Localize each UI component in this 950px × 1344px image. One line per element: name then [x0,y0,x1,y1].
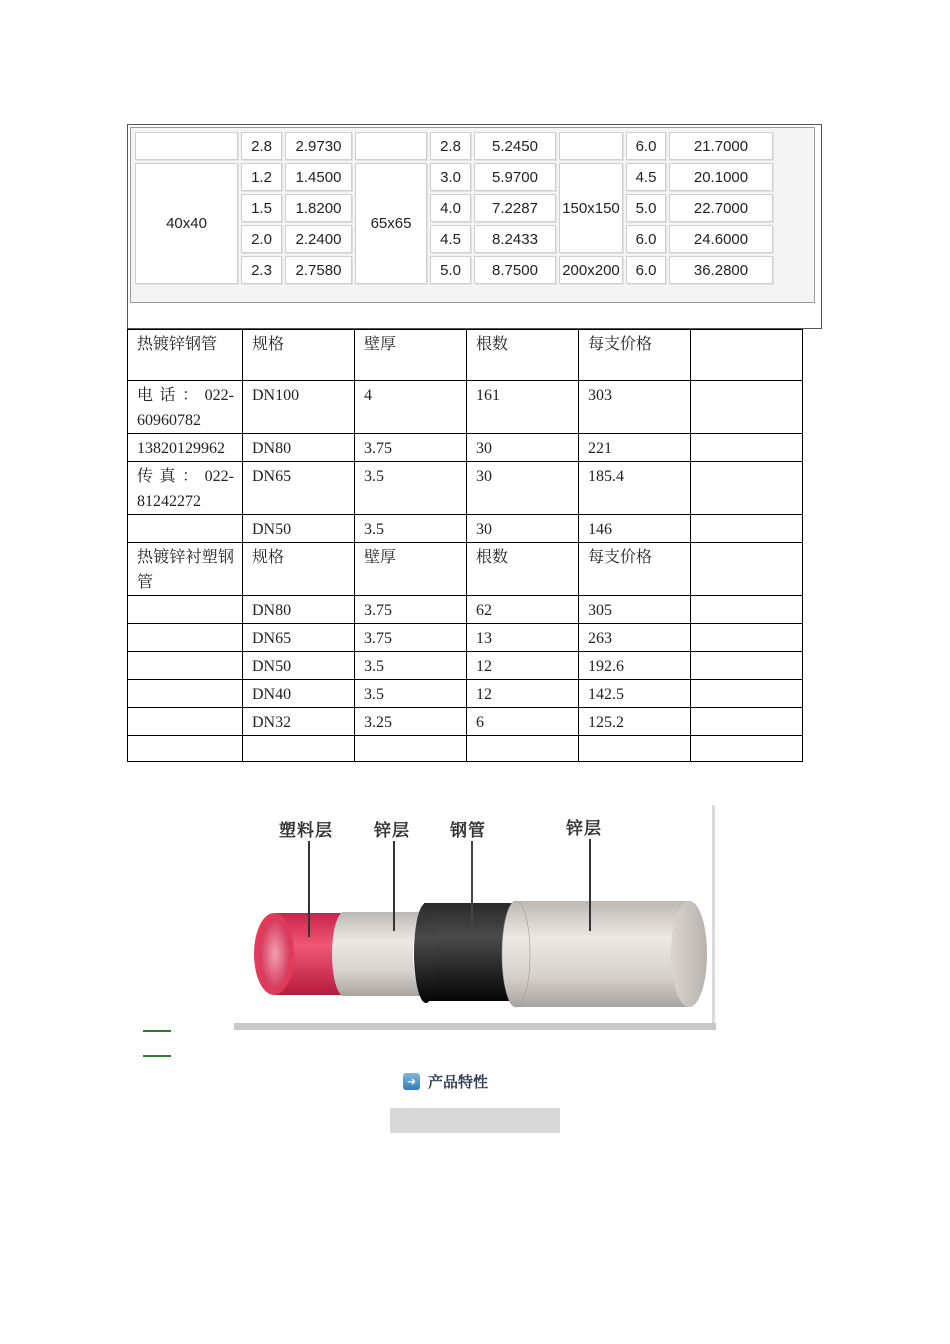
table-cell [128,680,243,708]
green-underline [143,1055,171,1057]
table-row [128,381,803,434]
spec-table-frame [127,124,822,329]
feature-placeholder-bar [390,1108,560,1133]
table-cell: 3.5 [355,680,467,708]
table-header-row [128,330,803,381]
table-cell [691,515,803,543]
table-cell: DN50 [243,515,355,543]
table-cell [691,680,803,708]
spec-cell: 21.7000 [669,132,773,160]
table-cell: 30 [467,515,579,543]
table-cell: 30 [467,434,579,462]
arrow-right-icon: ➜ [403,1073,420,1090]
spec-cell [355,132,427,160]
spec-cell: 4.0 [430,194,471,222]
table-row [128,708,803,736]
table-cell: DN65 [243,624,355,652]
product-feature-tag [403,1071,488,1091]
label-steel-pipe: 钢管 [450,821,486,841]
table-cell: 161 [467,381,579,434]
table-cell [691,596,803,624]
spec-cell: 3.0 [430,163,471,191]
spec-cell: 5.9700 [474,163,556,191]
table-cell: DN50 [243,652,355,680]
table-cell: 3.75 [355,434,467,462]
table-cell [691,736,803,762]
spec-cell: 4.5 [626,163,666,191]
table-cell: 142.5 [579,680,691,708]
table-row [128,736,803,762]
table-cell [128,624,243,652]
table-cell: 125.2 [579,708,691,736]
table-cell [691,434,803,462]
spec-cell: 2.9730 [285,132,352,160]
diagram-shadow [234,1023,716,1030]
spec-cell [559,132,623,160]
steel-rim [414,903,438,1003]
spec-table-image [130,127,815,303]
spec-cell: 2.8 [430,132,471,160]
table-cell [128,708,243,736]
table-cell: 3.75 [355,624,467,652]
table-cell [128,515,243,543]
table-cell: DN100 [243,381,355,434]
header-cell: 壁厚 [355,543,467,596]
spec-cell: 2.8 [241,132,282,160]
table-cell: 12 [467,680,579,708]
spec-cell: 2.7580 [285,256,352,284]
table-cell: 62 [467,596,579,624]
spec-cell: 5.2450 [474,132,556,160]
table-row [128,652,803,680]
table-cell: 146 [579,515,691,543]
spec-cell: 8.7500 [474,256,556,284]
table-cell: 303 [579,381,691,434]
spec-row [135,163,773,191]
table-cell [691,462,803,515]
spec-cell: 6.0 [626,225,666,253]
spec-cell: 1.4500 [285,163,352,191]
table-cell [691,652,803,680]
spec-cell: 6.0 [626,132,666,160]
table-cell [128,652,243,680]
table-cell: 3.25 [355,708,467,736]
spec-cell: 2.3 [241,256,282,284]
table-cell [691,624,803,652]
spec-cell: 36.2800 [669,256,773,284]
table-cell [467,736,579,762]
header-cell: 根数 [467,543,579,596]
table-cell: 4 [355,381,467,434]
header-cell: 壁厚 [355,330,467,381]
header-cell: 每支价格 [579,330,691,381]
mobile-cell: 13820129962 [128,434,243,462]
table-cell [128,596,243,624]
spec-cell: 1.5 [241,194,282,222]
label-outer-zinc-layer: 锌层 [566,819,602,839]
spec-cell: 8.2433 [474,225,556,253]
table-row [128,680,803,708]
spec-cell [135,132,238,160]
table-cell: 12 [467,652,579,680]
spec-size-cell: 150x150 [559,163,623,253]
table-cell: 185.4 [579,462,691,515]
spec-cell: 5.0 [626,194,666,222]
outer-zinc-end [671,901,707,1007]
table-cell: 30 [467,462,579,515]
diagram-edge [712,805,715,1027]
spec-cell: 1.2 [241,163,282,191]
table-cell: 305 [579,596,691,624]
green-underline [143,1030,171,1032]
outer-zinc-rim [502,901,530,1007]
table-row [128,462,803,515]
price-table [127,329,803,762]
table-cell [243,736,355,762]
table-row [128,515,803,543]
header-cell: 规格 [243,330,355,381]
spec-size-cell: 40x40 [135,163,238,284]
spec-size-cell: 200x200 [559,256,623,284]
table-cell: 192.6 [579,652,691,680]
table-cell: 3.5 [355,462,467,515]
spec-cell: 7.2287 [474,194,556,222]
header-cell: 热镀锌衬塑钢管 [128,543,243,596]
spec-size-cell: 65x65 [355,163,427,284]
table-cell [579,736,691,762]
inner-zinc-rim [332,912,356,996]
header-cell: 根数 [467,330,579,381]
header-cell: 每支价格 [579,543,691,596]
table-cell [355,736,467,762]
spec-cell: 22.7000 [669,194,773,222]
table-cell: 3.75 [355,596,467,624]
table-cell: 13 [467,624,579,652]
spec-cell: 2.0 [241,225,282,253]
spec-cell: 24.6000 [669,225,773,253]
table-cell: DN32 [243,708,355,736]
spec-cell: 4.5 [430,225,471,253]
table-row [128,624,803,652]
phone-cell: 电 话 ： 022-60960782 [128,381,243,434]
table-cell: 3.5 [355,652,467,680]
table-cell [691,381,803,434]
header-cell: 规格 [243,543,355,596]
header-cell [691,543,803,596]
spec-cell: 1.8200 [285,194,352,222]
table-cell: 6 [467,708,579,736]
table-cell: DN40 [243,680,355,708]
plastic-bore [260,919,290,989]
table-header-row [128,543,803,596]
table-cell: DN65 [243,462,355,515]
spec-cell: 5.0 [430,256,471,284]
pipe-structure-diagram [234,805,716,1030]
table-cell [691,708,803,736]
label-plastic-layer: 塑料层 [279,821,333,841]
spec-row [135,132,773,160]
table-cell: DN80 [243,434,355,462]
product-feature-label: 产品特性 [428,1072,489,1091]
spec-table [132,129,776,287]
table-row [128,434,803,462]
table-cell: 221 [579,434,691,462]
spec-cell: 20.1000 [669,163,773,191]
table-cell: DN80 [243,596,355,624]
table-row [128,596,803,624]
table-cell: 3.5 [355,515,467,543]
spec-cell: 6.0 [626,256,666,284]
header-cell: 热镀锌钢管 [128,330,243,381]
label-inner-zinc-layer: 锌层 [374,821,410,841]
fax-cell: 传 真 ： 022-81242272 [128,462,243,515]
header-cell [691,330,803,381]
table-cell [128,736,243,762]
spec-cell: 2.2400 [285,225,352,253]
table-cell: 263 [579,624,691,652]
